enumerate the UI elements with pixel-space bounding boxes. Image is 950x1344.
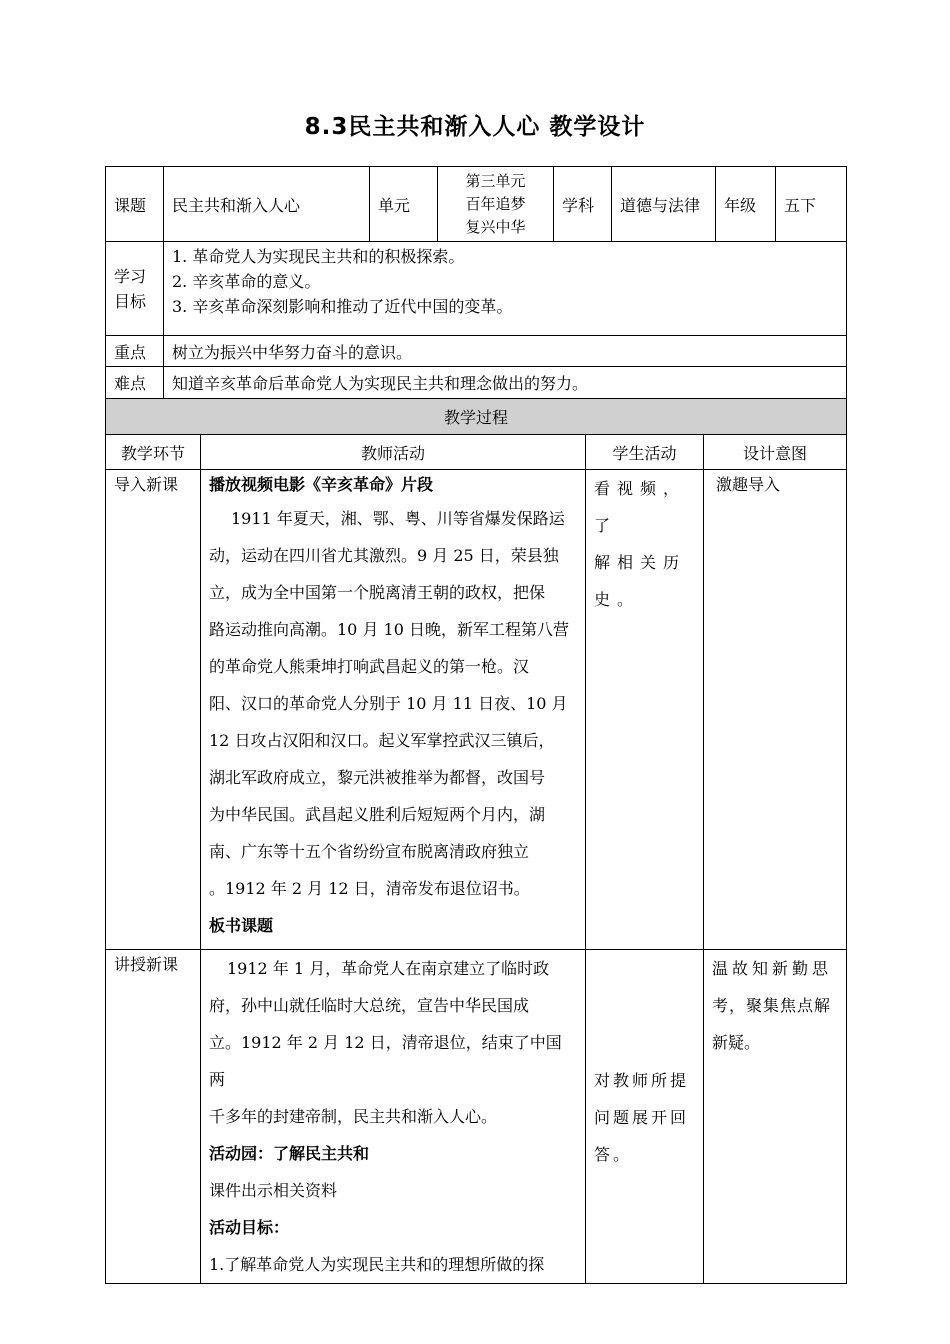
- unit-value-line: 复兴中华: [465, 217, 526, 236]
- teacher-line: 南、广东等十五个省纷纷宣布脱离清政府独立: [209, 842, 530, 861]
- teacher-line: 府，孙中山就任临时大总统，宣告中华民国成: [209, 996, 530, 1015]
- topic-label: 课题: [106, 167, 164, 242]
- activity-text: 课件出示相关资料: [209, 1181, 338, 1200]
- goals-label-line: 学习: [114, 266, 147, 286]
- video-heading: 播放视频电影《辛亥革命》片段: [209, 475, 434, 494]
- teaching-process-table: [105, 398, 847, 1284]
- header-teacher: 教师活动: [201, 435, 586, 470]
- activity-goal-text: 1.了解革命党人为实现民主共和的理想所做的探: [209, 1255, 545, 1274]
- difficulty-label: 难点: [106, 367, 164, 399]
- board-title-heading: 板书课题: [209, 916, 274, 935]
- stage-new-lesson: 讲授新课: [106, 950, 201, 1284]
- unit-value: [438, 167, 554, 242]
- student-line: 答。: [594, 1145, 633, 1164]
- student-activity-new: [586, 950, 704, 1284]
- student-line: 解相关历: [594, 553, 687, 572]
- intent-new-lesson: [704, 950, 847, 1284]
- header-stage: 教学环节: [106, 435, 201, 470]
- header-student: 学生活动: [586, 435, 704, 470]
- goals-label-line: 目标: [114, 291, 147, 311]
- teacher-line: 立，成为全中国第一个脱离清王朝的政权，把保: [209, 583, 546, 602]
- unit-value-line: 百年追梦: [465, 194, 526, 213]
- stage-intro: 导入新课: [106, 470, 201, 950]
- student-line: 看视频，了: [594, 479, 687, 535]
- subject-value: 道德与法律: [612, 167, 716, 242]
- unit-label: 单元: [370, 167, 438, 242]
- teacher-line: 湖北军政府成立，黎元洪被推举为都督，改国号: [209, 768, 546, 787]
- teacher-line: 为中华民国。武昌起义胜利后短短两个月内，湖: [209, 805, 546, 824]
- student-line: 史。: [594, 590, 641, 609]
- subject-label: 学科: [554, 167, 612, 242]
- goal-item: 3. 辛亥革命深刻影响和推动了近代中国的变革。: [172, 297, 513, 316]
- student-line: 问题展开回: [594, 1108, 690, 1127]
- student-activity-intro: [586, 470, 704, 950]
- intent-line: 考，聚集焦点解: [712, 996, 832, 1015]
- teacher-line: 千多年的封建帝制，民主共和渐入人心。: [209, 1107, 498, 1126]
- lesson-info-table: [105, 166, 847, 399]
- unit-value-line: 第三单元: [465, 171, 526, 190]
- activity-heading: 活动园：了解民主共和: [209, 1144, 370, 1163]
- page-title: 8.3民主共和渐入人心 教学设计: [304, 114, 646, 140]
- teacher-line: 阳、汉口的革命党人分别于 10 月 11 日夜、10 月: [209, 694, 568, 713]
- activity-goal-heading: 活动目标：: [209, 1218, 290, 1237]
- teacher-activity-intro: [201, 470, 586, 950]
- difficulty-value: 知道辛亥革命后革命党人为实现民主共和理念做出的努力。: [164, 367, 847, 399]
- teacher-line: 12 日攻占汉阳和汉口。起义军掌控武汉三镇后，: [209, 731, 555, 750]
- process-band: 教学过程: [106, 399, 847, 435]
- grade-label: 年级: [716, 167, 776, 242]
- goal-item: 1. 革命党人为实现民主共和的积极探索。: [172, 247, 465, 266]
- teacher-activity-new: [201, 950, 586, 1284]
- goals-label: [106, 242, 164, 336]
- teacher-line: 立。1912 年 2 月 12 日，清帝退位，结束了中国两: [209, 1033, 562, 1089]
- teacher-line: 。1912 年 2 月 12 日，清帝发布退位诏书。: [209, 879, 530, 898]
- learning-goals: [164, 242, 847, 336]
- teacher-line: 的革命党人熊秉坤打响武昌起义的第一枪。汉: [209, 657, 530, 676]
- header-intent: 设计意图: [704, 435, 847, 470]
- teacher-line: 1912 年 1 月，革命党人在南京建立了临时政: [227, 959, 550, 978]
- teacher-line: 路运动推向高潮。10 月 10 日晚，新军工程第八营: [209, 620, 569, 639]
- teacher-line: 动，运动在四川省尤其激烈。9 月 25 日，荣县独: [209, 546, 559, 565]
- grade-value: 五下: [776, 167, 847, 242]
- goal-item: 2. 辛亥革命的意义。: [172, 272, 321, 291]
- key-point-value: 树立为振兴中华努力奋斗的意识。: [164, 336, 847, 367]
- intent-line: 温故知新勤思: [712, 959, 833, 978]
- intent-line: 新疑。: [712, 1033, 761, 1052]
- key-point-label: 重点: [106, 336, 164, 367]
- teacher-line: 1911 年夏天，湘、鄂、粤、川等省爆发保路运: [231, 509, 565, 528]
- student-line: 对教师所提: [594, 1071, 690, 1090]
- topic-value: 民主共和渐入人心: [164, 167, 370, 242]
- intent-intro: 激趣导入: [704, 470, 847, 950]
